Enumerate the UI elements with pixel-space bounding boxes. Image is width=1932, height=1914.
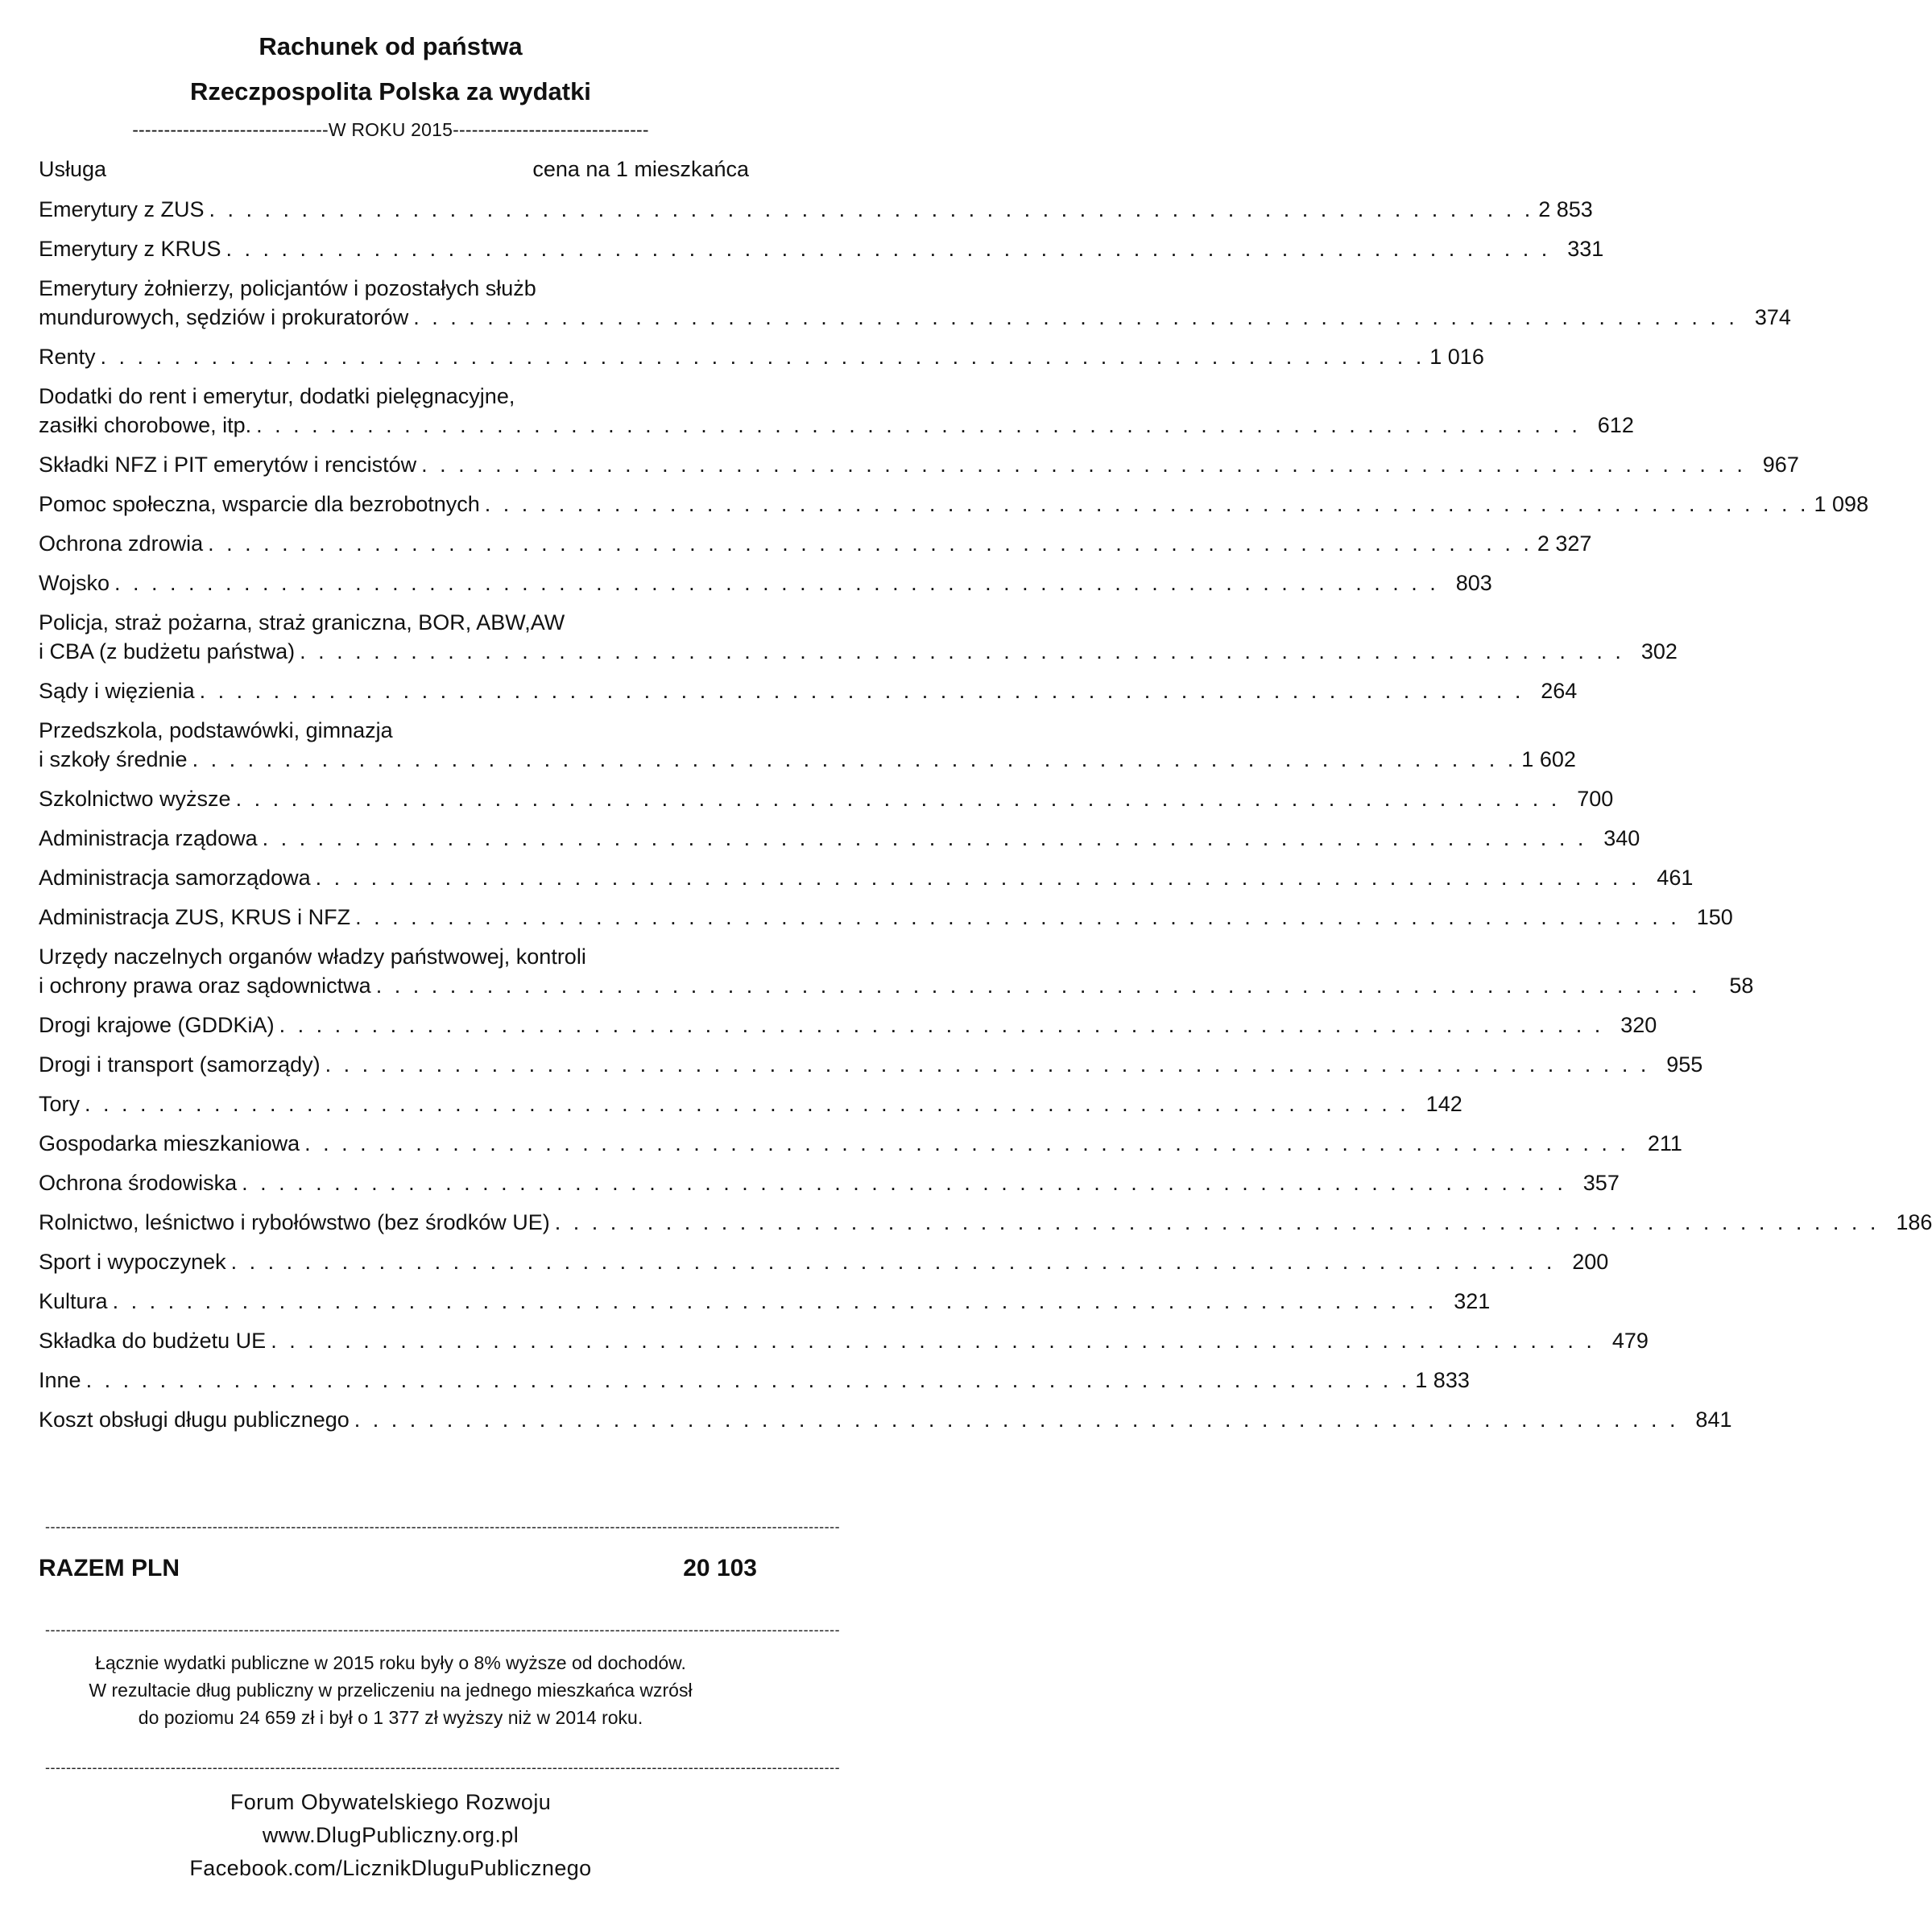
expense-item xyxy=(39,529,1592,558)
expense-item-line xyxy=(39,903,1733,932)
expense-item xyxy=(39,903,1733,932)
expense-item-label: Ochrona środowiska xyxy=(39,1171,238,1195)
expense-item-line xyxy=(39,1129,1682,1158)
expense-item-value: 1 602 xyxy=(1521,747,1576,771)
expense-item-line xyxy=(39,1011,1657,1040)
expense-item-line xyxy=(39,234,1604,263)
expense-item-label: Emerytury z ZUS xyxy=(39,197,205,221)
expense-item-label: Administracja ZUS, KRUS i NFZ xyxy=(39,905,351,929)
dot-leader: . . . . . . . . . . . . . . . . . . . . . . . . . . . . . . . . . . . . . . . . . . . . . . . . . . . . . . . . . . . . . . . . . . . . . . . . xyxy=(225,237,1551,261)
price-column-header: cena na 1 mieszkańca xyxy=(532,157,749,181)
expense-list xyxy=(39,195,1932,1445)
expense-item-value: 264 xyxy=(1541,679,1578,703)
expense-item-value: 967 xyxy=(1762,453,1799,477)
expense-item-value: 150 xyxy=(1696,905,1733,929)
expense-item xyxy=(39,784,1614,813)
expense-item xyxy=(39,1129,1682,1158)
expense-item-label: Emerytury z KRUS xyxy=(39,237,221,261)
expense-item-value: 803 xyxy=(1455,571,1492,595)
expense-item-value: 2 327 xyxy=(1537,531,1592,556)
note-line: do poziomu 24 659 zł i był o 1 377 zł wyższy niż w 2014 roku. xyxy=(138,1707,643,1728)
expense-item-label: Składka do budżetu UE xyxy=(39,1329,267,1353)
dot-leader: . . . . . . . . . . . . . . . . . . . . . . . . . . . . . . . . . . . . . . . . . . . . . . . . . . . . . . . . . . . . . . . . . . . . . . . . xyxy=(354,1408,1679,1432)
dot-leader: . . . . . . . . . . . . . . . . . . . . . . . . . . . . . . . . . . . . . . . . . . . . . . . . . . . . . . . . . . . . . . . . . . . . . . . . xyxy=(256,413,1581,437)
expense-item-line xyxy=(39,1050,1703,1079)
expense-item xyxy=(39,1326,1649,1355)
expense-item-line xyxy=(39,568,1492,597)
dot-leader: . . . . . . . . . . . . . . . . . . . . . . . . . . . . . . . . . . . . . . . . . . . . . . . . . . . . . . . . . . . . . . . . . . . . . . . . xyxy=(304,1131,1629,1155)
expense-item-value: 461 xyxy=(1657,866,1694,890)
dot-leader: . . . . . . . . . . . . . . . . . . . . . . . . . . . . . . . . . . . . . . . . . . . . . . . . . . . . . . . . . . . . . . . . . . . . . . . . xyxy=(484,492,1810,516)
expense-item-value: 186 xyxy=(1896,1210,1932,1234)
expense-item-value: 320 xyxy=(1620,1013,1657,1037)
expense-item xyxy=(39,1208,1932,1237)
expense-item-line xyxy=(39,1247,1609,1276)
expense-item-label: i ochrony prawa oraz sądownictwa xyxy=(39,974,371,998)
expense-item-label: Inne xyxy=(39,1368,81,1392)
expense-item xyxy=(39,490,1869,519)
dot-leader: . . . . . . . . . . . . . . . . . . . . . . . . . . . . . . . . . . . . . . . . . . . . . . . . . . . . . . . . . . . . . . . . . . . . . . . . xyxy=(375,974,1701,998)
expense-item xyxy=(39,382,1634,440)
dot-leader: . . . . . . . . . . . . . . . . . . . . . . . . . . . . . . . . . . . . . . . . . . . . . . . . . . . . . . . . . . . . . . . . . . . . . . . . xyxy=(85,1092,1409,1116)
expense-item xyxy=(39,1011,1657,1040)
expense-item xyxy=(39,1405,1732,1434)
expense-item-label: Renty xyxy=(39,345,96,369)
expense-item-line xyxy=(39,1168,1620,1197)
expense-item-label: Dodatki do rent i emerytur, dodatki pielęgnacyjne, xyxy=(39,384,515,408)
dot-leader: . . . . . . . . . . . . . . . . . . . . . . . . . . . . . . . . . . . . . . . . . . . . . . . . . . . . . . . . . . . . . . . . . . . . . . . . xyxy=(279,1013,1604,1037)
dot-leader: . . . . . . . . . . . . . . . . . . . . . . . . . . . . . . . . . . . . . . . . . . . . . . . . . . . . . . . . . . . . . . . . . . . . . . . . xyxy=(199,679,1525,703)
expense-item-value: 1 833 xyxy=(1415,1368,1470,1392)
expense-item-value: 357 xyxy=(1582,1171,1620,1195)
expense-item-value: 1 098 xyxy=(1814,492,1869,516)
dot-leader: . . . . . . . . . . . . . . . . . . . . . . . . . . . . . . . . . . . . . . . . . . . . . . . . . . . . . . . . . . . . . . . . . . . . . . . . xyxy=(208,531,1533,556)
expense-item xyxy=(39,450,1799,479)
expense-item-line xyxy=(39,863,1694,892)
dot-leader: . . . . . . . . . . . . . . . . . . . . . . . . . . . . . . . . . . . . . . . . . . . . . . . . . . . . . . . . . . . . . . . . . . . . . . . . xyxy=(554,1210,1880,1234)
expense-item-line xyxy=(39,1287,1491,1316)
expense-item-value: 955 xyxy=(1666,1052,1703,1077)
period-line: -------------------------------W ROKU 2015------------------------------- xyxy=(132,119,649,140)
expense-item-value: 302 xyxy=(1640,639,1678,663)
expense-item-label: Sport i wypoczynek xyxy=(39,1250,226,1274)
expense-item-label: i szkoły średnie xyxy=(39,747,188,771)
expense-item-value: 1 016 xyxy=(1429,345,1484,369)
footer-org: Forum Obywatelskiego Rozwoju xyxy=(230,1790,552,1814)
expense-item-line xyxy=(39,1089,1462,1118)
expense-item-line xyxy=(39,971,1754,1000)
expense-item-value: 479 xyxy=(1611,1329,1649,1353)
expense-item-label: Administracja samorządowa xyxy=(39,866,311,890)
summary-note xyxy=(32,1649,749,1731)
expense-item-value: 340 xyxy=(1603,826,1640,850)
expense-item-value: 612 xyxy=(1597,413,1634,437)
note-line: W rezultacie dług publiczny w przeliczeniu na jednego mieszkańca wzrósł xyxy=(89,1680,693,1701)
dot-leader: . . . . . . . . . . . . . . . . . . . . . . . . . . . . . . . . . . . . . . . . . . . . . . . . . . . . . . . . . . . . . . . . . . . . . . . . xyxy=(262,826,1587,850)
dot-leader: . . . . . . . . . . . . . . . . . . . . . . . . . . . . . . . . . . . . . . . . . . . . . . . . . . . . . . . . . . . . . . . . . . . . . . . . xyxy=(192,747,1517,771)
expense-item-label: i CBA (z budżetu państwa) xyxy=(39,639,296,663)
expense-item-value: 841 xyxy=(1695,1408,1732,1432)
expense-item-line xyxy=(39,195,1593,224)
expense-item xyxy=(39,1168,1620,1197)
expense-item-line xyxy=(39,1405,1732,1434)
expense-item-line xyxy=(39,411,1634,440)
dot-leader: . . . . . . . . . . . . . . . . . . . . . . . . . . . . . . . . . . . . . . . . . . . . . . . . . . . . . . . . . . . . . . . . . . . . . . . . xyxy=(112,1289,1438,1313)
expense-item xyxy=(39,568,1492,597)
expense-item xyxy=(39,824,1640,853)
expense-item-label: Pomoc społeczna, wsparcie dla bezrobotnych xyxy=(39,492,480,516)
dot-leader: . . . . . . . . . . . . . . . . . . . . . . . . . . . . . . . . . . . . . . . . . . . . . . . . . . . . . . . . . . . . . . . . . . . . . . . . xyxy=(230,1250,1556,1274)
expense-item-line xyxy=(39,942,747,971)
page-subtitle: Rzeczpospolita Polska za wydatki xyxy=(190,77,591,105)
expense-item-value: 200 xyxy=(1572,1250,1609,1274)
expense-item xyxy=(39,342,1484,371)
total-label: RAZEM PLN xyxy=(39,1555,180,1581)
dot-leader: . . . . . . . . . . . . . . . . . . . . . . . . . . . . . . . . . . . . . . . . . . . . . . . . . . . . . . . . . . . . . . . . . . . . . . . . xyxy=(421,453,1746,477)
service-column-header: Usługa xyxy=(39,157,107,181)
expense-item-value: 58 xyxy=(1729,974,1754,998)
expense-item-label: Drogi krajowe (GDDKiA) xyxy=(39,1013,275,1037)
expense-item-value: 2 853 xyxy=(1538,197,1593,221)
expense-item-line xyxy=(39,824,1640,853)
expense-item-line xyxy=(39,303,1791,332)
expense-item-line xyxy=(39,1208,1932,1237)
expense-item-label: Składki NFZ i PIT emerytów i rencistów xyxy=(39,453,417,477)
expense-item-line xyxy=(39,784,1614,813)
expense-item-line xyxy=(39,342,1484,371)
dot-leader: . . . . . . . . . . . . . . . . . . . . . . . . . . . . . . . . . . . . . . . . . . . . . . . . . . . . . . . . . . . . . . . . . . . . . . . . xyxy=(413,305,1738,329)
expense-item-line xyxy=(39,745,1576,774)
expense-item-label: Tory xyxy=(39,1092,81,1116)
expense-item xyxy=(39,1366,1470,1395)
expense-item-label: Administracja rządowa xyxy=(39,826,258,850)
divider: -------------------------------------------------------------------------------------------------------------------------------------------------------- xyxy=(45,1519,841,1535)
expense-item-label: Przedszkola, podstawówki, gimnazja xyxy=(39,718,393,742)
expense-item xyxy=(39,274,1791,332)
expense-item-line xyxy=(39,676,1578,705)
expense-item xyxy=(39,1089,1462,1118)
expense-item xyxy=(39,1050,1703,1079)
dot-leader: . . . . . . . . . . . . . . . . . . . . . . . . . . . . . . . . . . . . . . . . . . . . . . . . . . . . . . . . . . . . . . . . . . . . . . . . xyxy=(85,1368,1411,1392)
expense-item-label: Rolnictwo, leśnictwo i rybołówstwo (bez środków UE) xyxy=(39,1210,550,1234)
expense-item-label: Urzędy naczelnych organów władzy państwowej, kontroli xyxy=(39,945,586,969)
dot-leader: . . . . . . . . . . . . . . . . . . . . . . . . . . . . . . . . . . . . . . . . . . . . . . . . . . . . . . . . . . . . . . . . . . . . . . . . xyxy=(271,1329,1595,1353)
footer-website-link[interactable]: www.DlugPubliczny.org.pl xyxy=(262,1823,519,1847)
expense-item xyxy=(39,863,1694,892)
expense-item-label: Kultura xyxy=(39,1289,108,1313)
expense-item-label: Emerytury żołnierzy, policjantów i pozostałych służb xyxy=(39,276,536,300)
dot-leader: . . . . . . . . . . . . . . . . . . . . . . . . . . . . . . . . . . . . . . . . . . . . . . . . . . . . . . . . . . . . . . . . . . . . . . . . xyxy=(315,866,1640,890)
divider: -------------------------------------------------------------------------------------------------------------------------------------------------------- xyxy=(45,1759,841,1776)
dot-leader: . . . . . . . . . . . . . . . . . . . . . . . . . . . . . . . . . . . . . . . . . . . . . . . . . . . . . . . . . . . . . . . . . . . . . . . . xyxy=(235,787,1561,811)
dot-leader: . . . . . . . . . . . . . . . . . . . . . . . . . . . . . . . . . . . . . . . . . . . . . . . . . . . . . . . . . . . . . . . . . . . . . . . . xyxy=(355,905,1680,929)
page-title: Rachunek od państwa xyxy=(259,32,523,60)
footer-facebook-link[interactable]: Facebook.com/LicznikDluguPublicznego xyxy=(189,1856,592,1880)
divider: -------------------------------------------------------------------------------------------------------------------------------------------------------- xyxy=(45,1622,841,1638)
expense-item-line xyxy=(39,637,1678,666)
dot-leader: . . . . . . . . . . . . . . . . . . . . . . . . . . . . . . . . . . . . . . . . . . . . . . . . . . . . . . . . . . . . . . . . . . . . . . . . xyxy=(114,571,1439,595)
expense-item xyxy=(39,1287,1491,1316)
expense-item-line xyxy=(39,1366,1470,1395)
expense-item-line xyxy=(39,274,747,303)
expense-item-value: 321 xyxy=(1454,1289,1491,1313)
expense-item xyxy=(39,234,1604,263)
footer xyxy=(0,1786,781,1885)
expense-item-value: 211 xyxy=(1647,1131,1682,1155)
expense-item xyxy=(39,1247,1609,1276)
expense-item-line xyxy=(39,716,747,745)
expense-item-label: zasiłki chorobowe, itp. xyxy=(39,413,252,437)
expense-item-value: 700 xyxy=(1577,787,1614,811)
dot-leader: . . . . . . . . . . . . . . . . . . . . . . . . . . . . . . . . . . . . . . . . . . . . . . . . . . . . . . . . . . . . . . . . . . . . . . . . xyxy=(209,197,1534,221)
expense-item-label: Policja, straż pożarna, straż graniczna, BOR, ABW,AW xyxy=(39,610,565,635)
expense-item-line xyxy=(39,529,1592,558)
expense-item-label: Sądy i więzienia xyxy=(39,679,195,703)
expense-item-label: Koszt obsługi długu publicznego xyxy=(39,1408,350,1432)
expense-item-line xyxy=(39,1326,1649,1355)
dot-leader: . . . . . . . . . . . . . . . . . . . . . . . . . . . . . . . . . . . . . . . . . . . . . . . . . . . . . . . . . . . . . . . . . . . . . . . . xyxy=(300,639,1624,663)
expense-item xyxy=(39,942,1754,1000)
expense-item xyxy=(39,195,1593,224)
expense-item-label: Drogi i transport (samorządy) xyxy=(39,1052,321,1077)
expense-item-label: Szkolnictwo wyższe xyxy=(39,787,231,811)
expense-item-line xyxy=(39,450,1799,479)
expense-item-value: 374 xyxy=(1754,305,1791,329)
expense-item-label: Ochrona zdrowia xyxy=(39,531,204,556)
expense-item-line xyxy=(39,608,747,637)
expense-item-line xyxy=(39,490,1869,519)
expense-item-label: Gospodarka mieszkaniowa xyxy=(39,1131,300,1155)
expense-item-label: Wojsko xyxy=(39,571,110,595)
dot-leader: . . . . . . . . . . . . . . . . . . . . . . . . . . . . . . . . . . . . . . . . . . . . . . . . . . . . . . . . . . . . . . . . . . . . . . . . xyxy=(325,1052,1650,1077)
expense-item-value: 331 xyxy=(1567,237,1604,261)
expense-item-label: mundurowych, sędziów i prokuratorów xyxy=(39,305,409,329)
expense-item xyxy=(39,716,1576,774)
dot-leader: . . . . . . . . . . . . . . . . . . . . . . . . . . . . . . . . . . . . . . . . . . . . . . . . . . . . . . . . . . . . . . . . . . . . . . . . xyxy=(100,345,1425,369)
note-line: Łącznie wydatki publiczne w 2015 roku były o 8% wyższe od dochodów. xyxy=(95,1652,686,1673)
dot-leader: . . . . . . . . . . . . . . . . . . . . . . . . . . . . . . . . . . . . . . . . . . . . . . . . . . . . . . . . . . . . . . . . . . . . . . . . xyxy=(242,1171,1566,1195)
total-value: 20 103 xyxy=(683,1555,757,1581)
expense-item xyxy=(39,608,1678,666)
expense-item-value: 142 xyxy=(1425,1092,1462,1116)
expense-item-line xyxy=(39,382,747,411)
expense-item xyxy=(39,676,1578,705)
